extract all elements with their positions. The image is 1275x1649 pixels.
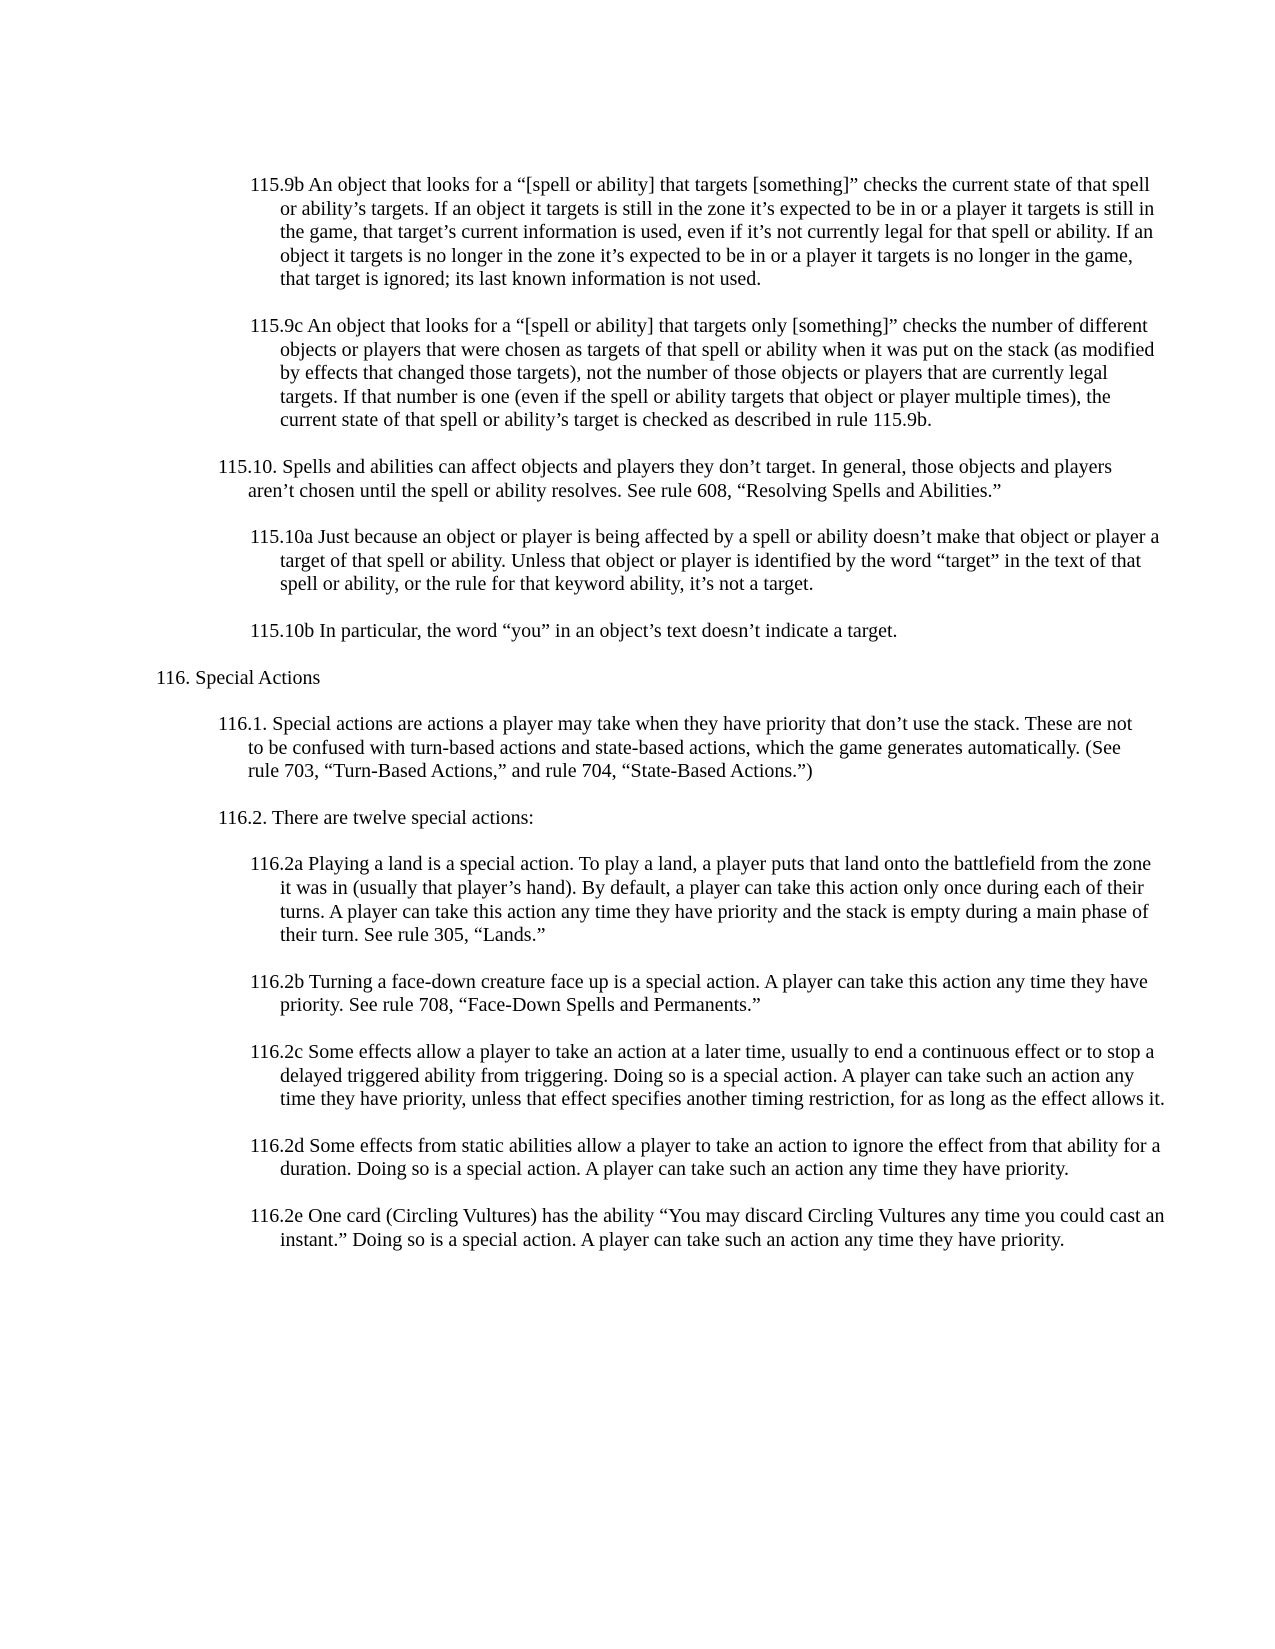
section-heading-116: 116. Special Actions xyxy=(156,666,321,689)
rule-115-9b: 115.9b An object that looks for a “[spell or ability] that targets [something]” checks the current state of that spell or ability’s targets. If an object it targets is still in the zone it’s expected to be in or a player it targets is still in the game, that target’s current information is used, even if it’s not currently legal for that spell or ability. If an object it targets is no longer in the zone it’s expected to be in or a player it targets is no longer in the game, that target is ignored; its last known information is not used. xyxy=(250,174,1155,291)
rule-115-9c: 115.9c An object that looks for a “[spell or ability] that targets only [something]” checks the number of different objects or players that were chosen as targets of that spell or ability when it was put on the stack (as modified by effects that changed those targets), not the number of those objects or players that are currently legal targets. If that number is one (even if the spell or ability targets that object or player multiple times), the current state of that spell or ability’s target is checked as described in rule 115.9b. xyxy=(250,314,1155,432)
rule-115-10a: 115.10a Just because an object or player is being affected by a spell or ability doesn’t make that object or player a target of that spell or ability. Unless that object or player is identified by the word “target” in the text of that spell or ability, or the rule for that keyword ability, it’s not a target. xyxy=(250,526,1160,596)
rule-116-1: 116.1. Special actions are actions a player may take when they have priority that don’t use the stack. These are not to be confused with turn-based actions and state-based actions, which the game generates automatically. (See rule 703, “Turn-Based Actions,” and rule 704, “State-Based Actions.”) xyxy=(218,713,1133,783)
rule-116-2d: 116.2d Some effects from static abilities allow a player to take an action to ignore the effect from that ability for a duration. Doing so is a special action. A player can take such an action any time they have priority. xyxy=(250,1134,1161,1181)
rule-116-2c: 116.2c Some effects allow a player to take an action at a later time, usually to end a continuous effect or to stop a delayed triggered ability from triggering. Doing so is a special action. A player can take such an action any time they have priority, unless that effect specifies another timing restriction, for as long as the effect allows it. xyxy=(250,1041,1165,1111)
rule-115-10: 115.10. Spells and abilities can affect objects and players they don’t target. In general, those objects and players aren’t chosen until the spell or ability resolves. See rule 608, “Resolving Spells and Abilities.” xyxy=(218,455,1112,502)
rule-116-2b: 116.2b Turning a face-down creature face up is a special action. A player can take this action any time they have priority. See rule 708, “Face-Down Spells and Permanents.” xyxy=(250,970,1148,1017)
rule-116-2e: 116.2e One card (Circling Vultures) has the ability “You may discard Circling Vultures any time you could cast an instant.” Doing so is a special action. A player can take such an action any time they have priority. xyxy=(250,1205,1165,1251)
rule-116-2a: 116.2a Playing a land is a special action. To play a land, a player puts that land onto the battlefield from the zone it was in (usually that player’s hand). By default, a player can take this action only once during each of their turns. A player can take this action any time they have priority and the stack is empty during a main phase of their turn. See rule 305, “Lands.” xyxy=(250,853,1152,947)
rule-116-2: 116.2. There are twelve special actions: xyxy=(218,806,534,829)
rule-115-10b: 115.10b In particular, the word “you” in an object’s text doesn’t indicate a target. xyxy=(250,619,898,642)
